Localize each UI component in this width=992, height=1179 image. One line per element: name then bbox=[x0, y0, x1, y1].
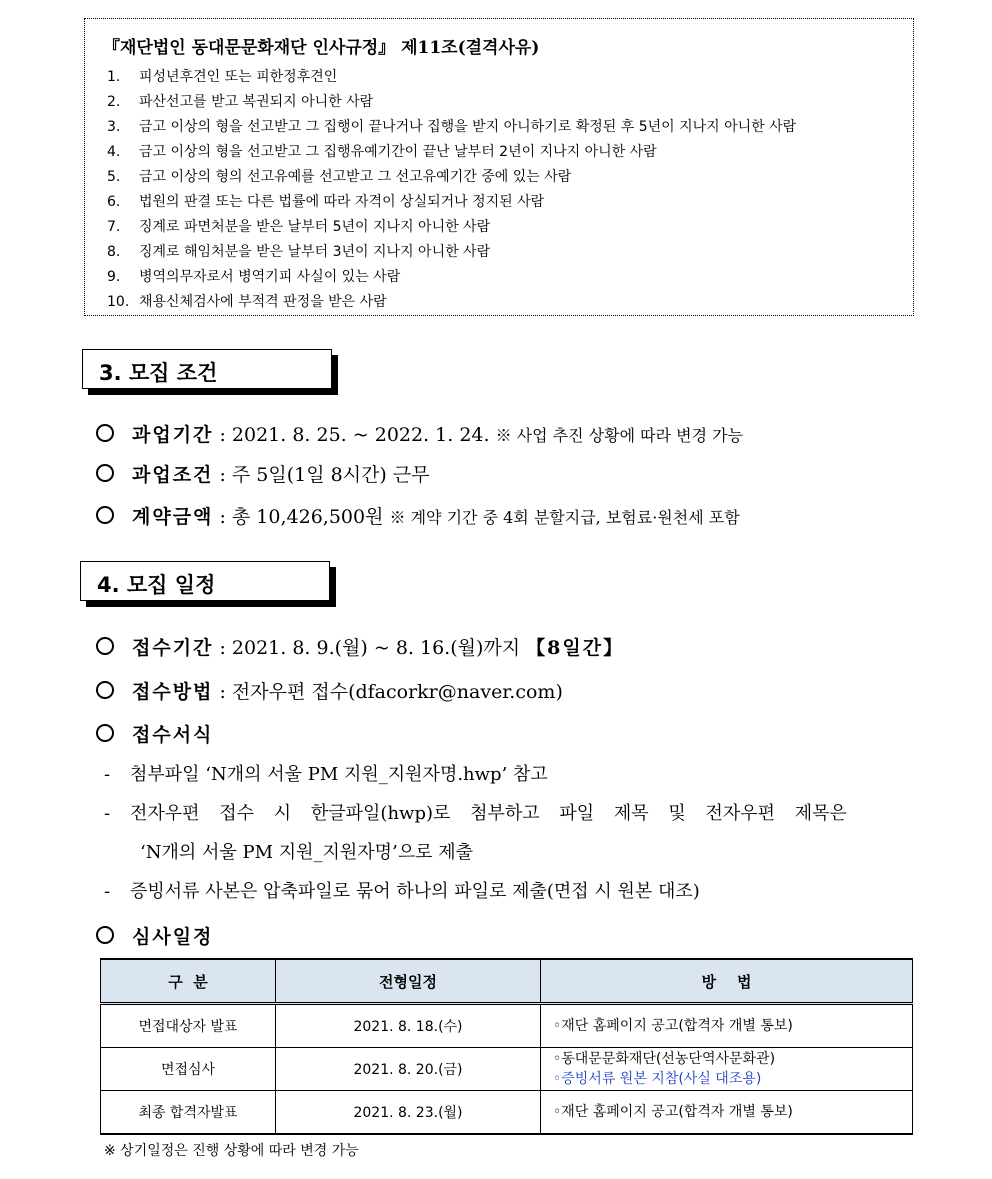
form-label: 접수서식 bbox=[132, 724, 214, 746]
schedule-table bbox=[100, 958, 913, 1135]
header-method: 방 법 bbox=[541, 959, 913, 1004]
header-date: 전형일정 bbox=[276, 959, 541, 1004]
period-line bbox=[96, 420, 743, 447]
list-item: 10. 채용신체검사에 부적격 판정을 받은 사람 bbox=[107, 294, 387, 310]
table-row: 면접심사 2021. 8. 20.(금) ◦동대문문화재단(선농단역사문화관) ◦증빙서류 원본 지참(사실 대조용) bbox=[101, 1048, 913, 1091]
circle-bullet-icon bbox=[96, 724, 114, 742]
section-4-header bbox=[80, 561, 330, 601]
receipt-line bbox=[96, 633, 624, 660]
period-note: ※ 사업 추진 상황에 따라 변경 가능 bbox=[495, 426, 744, 445]
blue-note: ◦증빙서류 원본 지참(사실 대조용) bbox=[553, 1071, 762, 1087]
footnote: ※ 상기일정은 진행 상황에 따라 변경 가능 bbox=[104, 1143, 359, 1159]
list-item: 4. 금고 이상의 형을 선고받고 그 집행유예기간이 끝난 날부터 2년이 지나지 아니한 사람 bbox=[107, 144, 657, 160]
review-label: 심사일정 bbox=[132, 926, 214, 948]
method-line bbox=[96, 677, 563, 704]
circle-bullet-icon bbox=[96, 637, 114, 655]
regulation-box bbox=[84, 18, 914, 316]
amount-value: : 총 10,426,500원 bbox=[219, 506, 384, 528]
list-item: 1. 피성년후견인 또는 피한정후견인 bbox=[107, 69, 338, 85]
receipt-days: 【8일간】 bbox=[526, 637, 625, 659]
circle-bullet-icon bbox=[96, 424, 114, 442]
period-value: : 2021. 8. 25. ~ 2022. 1. 24. bbox=[219, 424, 490, 446]
receipt-label: 접수기간 bbox=[132, 637, 214, 659]
form-line bbox=[96, 720, 213, 747]
amount-label: 계약금액 bbox=[132, 506, 214, 528]
form-item-2-cont: ‘N개의 서울 PM 지원_지원자명’으로 제출 bbox=[140, 842, 474, 863]
table-row: 면접대상자 발표 2021. 8. 18.(수) ◦재단 홈페이지 공고(합격자 개별 통보) bbox=[101, 1004, 913, 1048]
list-item: 2. 파산선고를 받고 복권되지 아니한 사람 bbox=[107, 94, 374, 110]
section-4-title: 4. 모집 일정 bbox=[97, 573, 216, 597]
list-item: 8. 징계로 해임처분을 받은 날부터 3년이 지나지 아니한 사람 bbox=[107, 244, 491, 260]
table-row: 최종 합격자발표 2021. 8. 23.(월) ◦재단 홈페이지 공고(합격자 개별 통보) bbox=[101, 1091, 913, 1135]
form-item-3: - 증빙서류 사본은 압축파일로 묶어 하나의 파일로 제출(면접 시 원본 대조) bbox=[104, 881, 700, 902]
section-3-header bbox=[82, 349, 332, 389]
header-category: 구 분 bbox=[101, 959, 276, 1004]
amount-note: ※ 계약 기간 중 4회 분할지급, 보험료·원천세 포함 bbox=[389, 508, 740, 527]
method-label: 접수방법 bbox=[132, 681, 214, 703]
conditions-label: 과업조건 bbox=[132, 464, 214, 486]
regulation-list bbox=[107, 65, 796, 315]
section-3-title: 3. 모집 조건 bbox=[99, 361, 218, 385]
receipt-value: : 2021. 8. 9.(월) ~ 8. 16.(월)까지 bbox=[219, 637, 521, 659]
table-header-row bbox=[101, 959, 913, 1004]
method-value: : 전자우편 접수(dfacorkr@naver.com) bbox=[219, 681, 563, 703]
review-line bbox=[96, 922, 213, 949]
circle-bullet-icon bbox=[96, 506, 114, 524]
form-item-2: - 전자우편 접수 시 한글파일(hwp)로 첨부하고 파일 제목 및 전자우편 제목은 bbox=[104, 803, 847, 824]
list-item: 7. 징계로 파면처분을 받은 날부터 5년이 지나지 아니한 사람 bbox=[107, 219, 491, 235]
list-item: 9. 병역의무자로서 병역기피 사실이 있는 사람 bbox=[107, 269, 401, 285]
list-item: 3. 금고 이상의 형을 선고받고 그 집행이 끝나거나 집행을 받지 아니하기로 확정된 후 5년이 지나지 아니한 사람 bbox=[107, 119, 797, 135]
regulation-title: 『재단법인 동대문문화재단 인사규정』 제11조(결격사유) bbox=[103, 38, 540, 58]
amount-line bbox=[96, 502, 740, 529]
form-item-1: - 첨부파일 ‘N개의 서울 PM 지원_지원자명.hwp’ 참고 bbox=[104, 764, 548, 785]
period-label: 과업기간 bbox=[132, 424, 214, 446]
conditions-line bbox=[96, 460, 430, 487]
list-item: 5. 금고 이상의 형의 선고유예를 선고받고 그 선고유예기간 중에 있는 사람 bbox=[107, 169, 572, 185]
circle-bullet-icon bbox=[96, 926, 114, 944]
conditions-value: : 주 5일(1일 8시간) 근무 bbox=[219, 464, 430, 486]
list-item: 6. 법원의 판결 또는 다른 법률에 따라 자격이 상실되거나 정지된 사람 bbox=[107, 194, 545, 210]
circle-bullet-icon bbox=[96, 464, 114, 482]
circle-bullet-icon bbox=[96, 681, 114, 699]
